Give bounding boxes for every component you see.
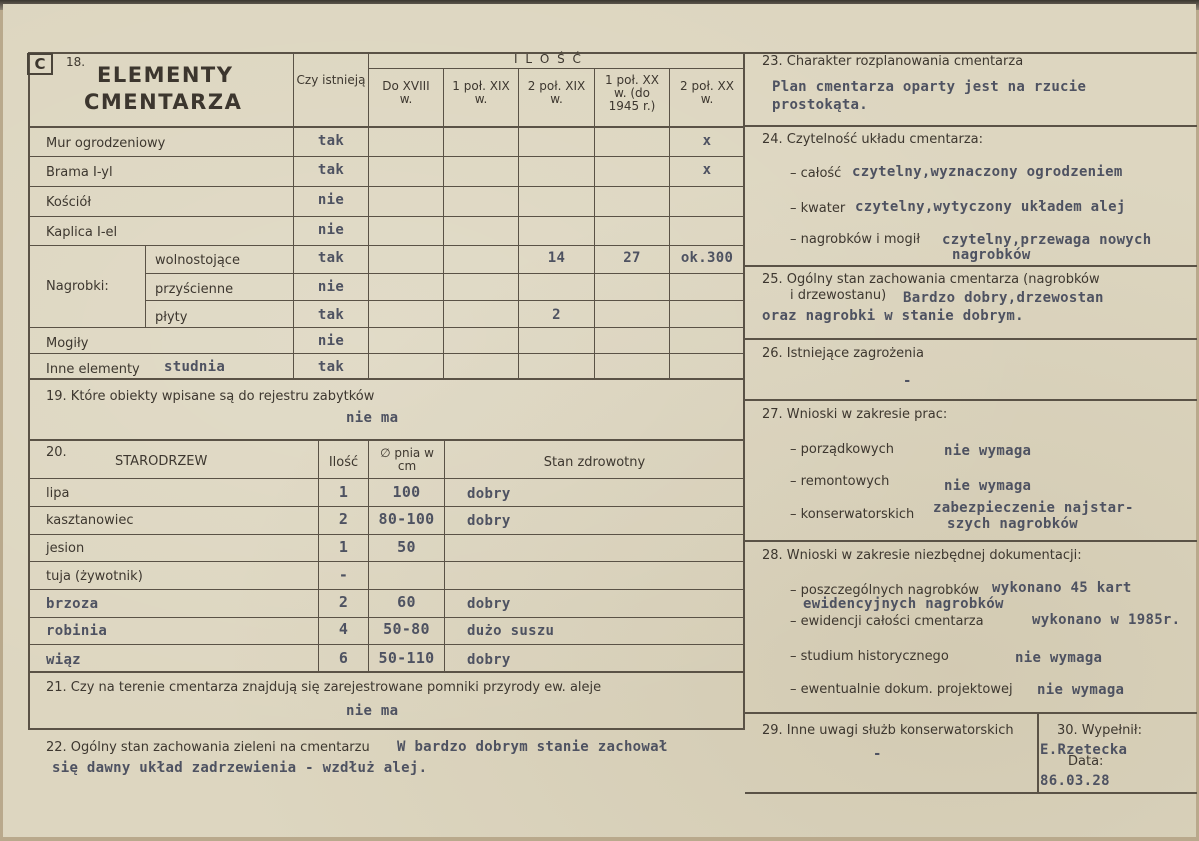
s28-item-label: – poszczególnych nagrobków bbox=[790, 583, 980, 598]
s26-bottom bbox=[745, 399, 1197, 401]
s22-value-line1: W bardzo dobrym stanie zachował bbox=[397, 739, 668, 755]
s25-value-line1: Bardzo dobry,drzewostan bbox=[903, 290, 1104, 306]
s20-row-name: tuja (żywotnik) bbox=[46, 569, 143, 584]
s18-row-line bbox=[28, 186, 744, 187]
s18-row-label: Kościół bbox=[46, 195, 92, 210]
s26-label: 26. Istniejące zagrożenia bbox=[762, 346, 924, 361]
s27-item-value: nie wymaga bbox=[944, 443, 1032, 459]
s18-row-label: Mogiły bbox=[46, 336, 89, 351]
s20-header-name: STARODRZEW bbox=[115, 454, 208, 469]
s18-col-line bbox=[293, 52, 294, 378]
s18-other-value: studnia bbox=[164, 359, 226, 375]
s18-period-header: 1 poł. XIX w. bbox=[452, 79, 510, 106]
s18-period-header: 2 poł. XIX w. bbox=[527, 79, 586, 106]
s18-row-label: Brama I-yl bbox=[46, 165, 113, 180]
s18-row-label: Inne elementy bbox=[46, 362, 140, 377]
s20-row-name: brzoza bbox=[46, 596, 99, 612]
s27-item-label: – konserwatorskich bbox=[790, 507, 915, 522]
s20-row-qty: 1 bbox=[338, 483, 349, 501]
s20-row-diam: 50 bbox=[397, 538, 416, 556]
s18-bottom bbox=[28, 378, 744, 380]
s18-col-line bbox=[669, 68, 670, 378]
s24-bottom bbox=[745, 265, 1197, 267]
s18-col-line bbox=[443, 68, 444, 378]
s20-row-diam: 50-80 bbox=[383, 620, 430, 638]
s20-row-qty: 2 bbox=[338, 510, 349, 528]
s18-nagrobki-label: Nagrobki: bbox=[46, 279, 109, 294]
s20-row-health: dobry bbox=[467, 652, 511, 668]
s18-header-bottom bbox=[28, 126, 744, 128]
s18-col-line bbox=[518, 68, 519, 378]
s18-row-line bbox=[145, 300, 744, 301]
s20-row-health: dobry bbox=[467, 596, 511, 612]
s20-number: 20. bbox=[46, 445, 67, 460]
s20-row-qty: - bbox=[338, 566, 349, 584]
s30-name: E.Rzetecka bbox=[1040, 742, 1128, 758]
s20-row-name: robinia bbox=[46, 623, 108, 639]
s18-title-line1: ELEMENTY bbox=[97, 63, 234, 87]
s29-value: - bbox=[873, 746, 882, 762]
s22-value-line2: się dawny układ zadrzewienia - wzdłuż alej. bbox=[52, 760, 428, 776]
s18-row-line bbox=[28, 353, 744, 354]
s20-row-diam: 60 bbox=[397, 593, 416, 611]
s18-row-qty: x bbox=[702, 133, 712, 149]
s18-row-line bbox=[28, 156, 744, 157]
s18-exists-header: Czy istnieją bbox=[296, 73, 366, 87]
s19-label: 19. Które obiekty wpisane są do rejestru zabytków bbox=[46, 389, 375, 404]
s23-value-line1: Plan cmentarza oparty jest na rzucie bbox=[772, 79, 1087, 95]
s27-label: 27. Wnioski w zakresie prac: bbox=[762, 407, 948, 422]
s20-row-line bbox=[28, 561, 744, 562]
s19-bottom bbox=[28, 439, 744, 441]
s18-row-line bbox=[28, 216, 744, 217]
s18-col-line bbox=[594, 68, 595, 378]
s21-value: nie ma bbox=[346, 703, 399, 719]
s27-item-label: – remontowych bbox=[790, 474, 890, 489]
s18-period-header: 1 poł. XX w. (do 1945 r.) bbox=[605, 73, 659, 113]
s18-row-qty: ok.300 bbox=[680, 250, 734, 266]
s18-nagrobki-divider bbox=[145, 245, 146, 327]
s24-item-value-line2: nagrobków bbox=[952, 247, 1031, 263]
s18-row-exists: tak bbox=[317, 133, 345, 149]
s24-item-label: – kwater bbox=[790, 201, 846, 216]
s20-row-line bbox=[28, 589, 744, 590]
s20-row-line bbox=[28, 617, 744, 618]
s28-item-value-line2: ewidencyjnych nagrobków bbox=[803, 596, 1004, 612]
middle-border bbox=[743, 52, 745, 730]
s20-row-line bbox=[28, 506, 744, 507]
s20-row-line bbox=[28, 478, 744, 479]
s24-item-value: czytelny,wytyczony układem alej bbox=[855, 199, 1126, 215]
s20-row-qty: 6 bbox=[338, 649, 349, 667]
s18-qty-header-line bbox=[368, 68, 744, 69]
s29-label: 29. Inne uwagi służb konserwatorskich bbox=[762, 723, 1014, 738]
s20-col-line bbox=[444, 439, 445, 671]
s23-value-line2: prostokąta. bbox=[772, 97, 869, 113]
s28-item-value: wykonano w 1985r. bbox=[1032, 612, 1181, 628]
s20-row-diam: 80-100 bbox=[378, 510, 435, 528]
s18-row-label: płyty bbox=[155, 310, 188, 325]
s20-row-diam: 100 bbox=[392, 483, 421, 501]
s20-row-qty: 4 bbox=[338, 620, 349, 638]
s20-bottom bbox=[28, 671, 744, 673]
s25-bottom bbox=[745, 338, 1197, 340]
s18-row-qty: 27 bbox=[623, 250, 641, 266]
s18-row-exists: nie bbox=[317, 333, 345, 349]
s28-bottom bbox=[745, 712, 1197, 714]
s28-label: 28. Wnioski w zakresie niezbędnej dokumentacji: bbox=[762, 548, 1082, 563]
s18-row-label: Kaplica I-el bbox=[46, 225, 118, 240]
s18-row-qty: 2 bbox=[552, 307, 561, 323]
s29-s30-divider bbox=[1037, 712, 1039, 794]
s27-item-value-line2: szych nagrobków bbox=[947, 516, 1078, 532]
s28-item-value: nie wymaga bbox=[1037, 682, 1125, 698]
s24-item-label: – nagrobków i mogił bbox=[790, 232, 921, 247]
s23-bottom bbox=[745, 125, 1197, 127]
s18-row-exists: nie bbox=[317, 279, 345, 295]
s25-label-line2: i drzewostanu) bbox=[790, 288, 887, 303]
s18-row-exists: tak bbox=[317, 250, 345, 266]
top-border-left bbox=[28, 52, 745, 54]
s20-row-name: jesion bbox=[46, 541, 85, 556]
s28-item-value: nie wymaga bbox=[1015, 650, 1103, 666]
s18-title-line2: CMENTARZA bbox=[84, 90, 243, 114]
section-letter-box: C bbox=[27, 53, 53, 75]
s20-row-name: kasztanowiec bbox=[46, 513, 134, 528]
s30-date: 86.03.28 bbox=[1040, 773, 1110, 789]
s18-number: 18. bbox=[66, 55, 86, 69]
s27-item-label: – porządkowych bbox=[790, 442, 894, 457]
s22-label: 22. Ogólny stan zachowania zieleni na cmentarzu bbox=[46, 740, 370, 755]
s18-row-exists: tak bbox=[317, 162, 345, 178]
s18-row-line bbox=[145, 273, 744, 274]
s27-item-value: nie wymaga bbox=[944, 478, 1032, 494]
s21-label: 21. Czy na terenie cmentarza znajdują się zarejestrowane pomniki przyrody ew. aleje bbox=[46, 680, 602, 695]
s18-period-header: 2 poł. XX w. bbox=[680, 79, 734, 106]
s28-item-value: wykonano 45 kart bbox=[992, 580, 1132, 596]
s20-row-health: dobry bbox=[467, 513, 511, 529]
s18-row-exists: nie bbox=[317, 222, 345, 238]
s20-header-qty: Ilość bbox=[328, 455, 359, 470]
s24-item-value: czytelny,wyznaczony ogrodzeniem bbox=[852, 164, 1123, 180]
s25-value-line2: oraz nagrobki w stanie dobrym. bbox=[762, 308, 1024, 324]
s18-period-header: Do XVIII w. bbox=[382, 79, 430, 106]
s18-row-exists: tak bbox=[317, 359, 345, 375]
s18-qty-header: I L O Ś Ć bbox=[514, 52, 583, 66]
s20-row-line bbox=[28, 644, 744, 645]
s23-label: 23. Charakter rozplanowania cmentarza bbox=[762, 54, 1024, 69]
s28-item-label: – ewidencji całości cmentarza bbox=[790, 614, 984, 629]
s20-row-line bbox=[28, 534, 744, 535]
s24-item-value: czytelny,przewaga nowych bbox=[942, 232, 1152, 248]
s27-bottom bbox=[745, 540, 1197, 542]
s18-row-qty: x bbox=[702, 162, 712, 178]
s30-date-label: Data: bbox=[1068, 754, 1104, 769]
bottom-border-right bbox=[745, 792, 1197, 794]
s20-row-qty: 2 bbox=[338, 593, 349, 611]
s18-row-qty: 14 bbox=[547, 250, 566, 266]
s20-row-diam: 50-110 bbox=[378, 649, 435, 667]
s18-row-exists: tak bbox=[317, 307, 345, 323]
s24-item-label: – całość bbox=[790, 166, 842, 181]
s18-row-label: Mur ogrodzeniowy bbox=[46, 136, 166, 151]
s28-item-label: – ewentualnie dokum. projektowej bbox=[790, 682, 1013, 697]
s18-row-exists: nie bbox=[317, 192, 345, 208]
s20-row-name: wiąz bbox=[46, 652, 81, 668]
s21-bottom-border bbox=[28, 728, 745, 730]
s19-value: nie ma bbox=[346, 410, 399, 426]
left-border bbox=[28, 52, 30, 729]
s18-row-line bbox=[28, 245, 744, 246]
s18-row-label: przyścienne bbox=[155, 282, 234, 297]
s20-row-qty: 1 bbox=[338, 538, 349, 556]
s20-row-health: dobry bbox=[467, 486, 511, 502]
s24-label: 24. Czytelność układu cmentarza: bbox=[762, 132, 984, 147]
s20-row-health: dużo suszu bbox=[467, 623, 555, 639]
s27-item-value: zabezpieczenie najstar- bbox=[933, 500, 1134, 516]
s28-item-label: – studium historycznego bbox=[790, 649, 949, 664]
s25-label-line1: 25. Ogólny stan zachowania cmentarza (nagrobków bbox=[762, 272, 1100, 287]
s20-row-name: lipa bbox=[46, 486, 70, 501]
s30-label: 30. Wypełnił: bbox=[1057, 723, 1142, 738]
s26-value: - bbox=[903, 373, 912, 389]
s20-header-health: Stan zdrowotny bbox=[543, 455, 646, 470]
s20-header-diam: ∅ pnia w cm bbox=[380, 446, 434, 473]
s18-row-label: wolnostojące bbox=[155, 253, 240, 268]
s18-row-line bbox=[28, 327, 744, 328]
